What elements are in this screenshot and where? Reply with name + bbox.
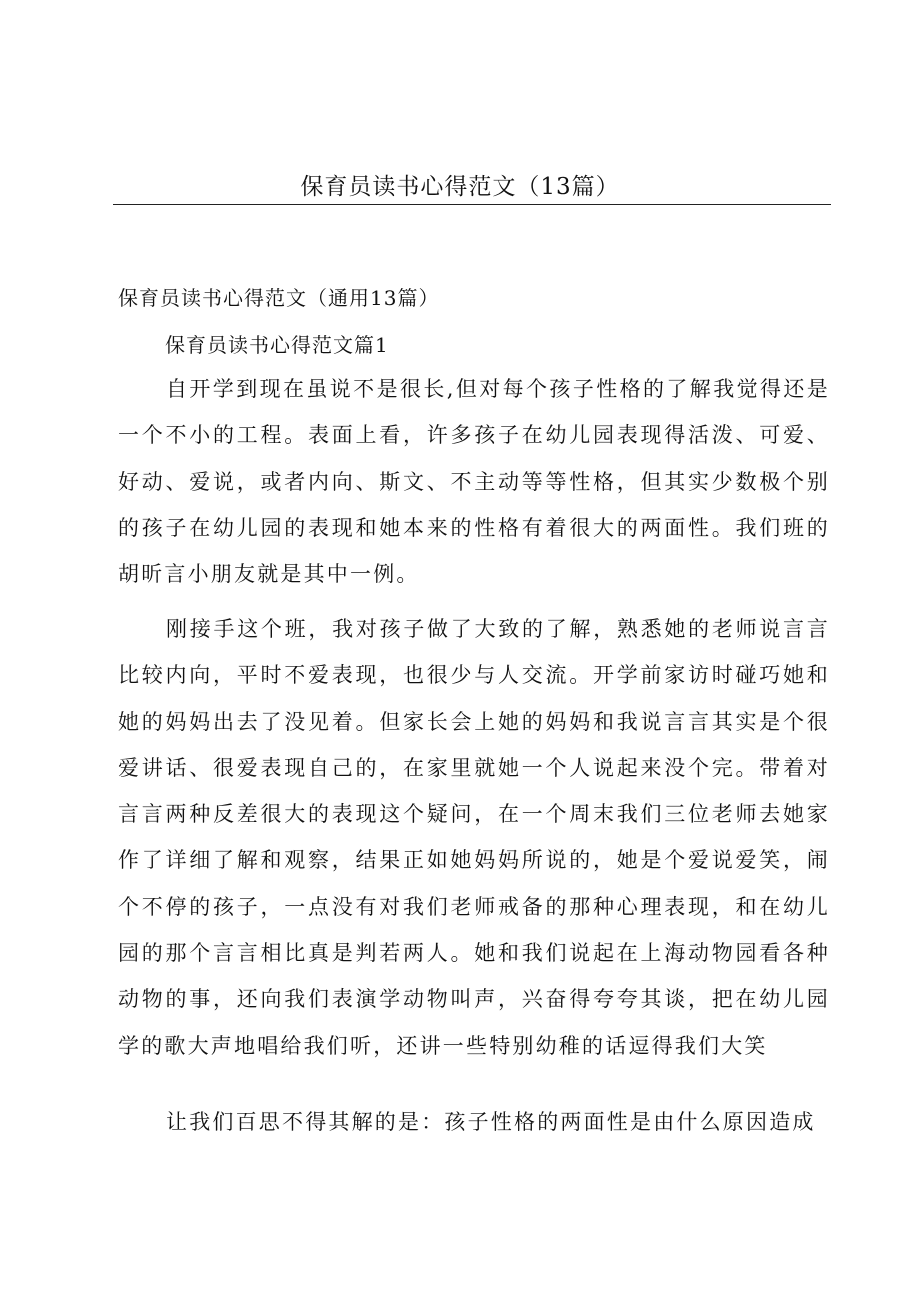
title-underline <box>113 204 831 205</box>
body-paragraph: 让我们百思不得其解的是：孩子性格的两面性是由什么原因造成 <box>166 1110 816 1134</box>
document-title: 保育员读书心得范文（13篇） <box>300 174 620 200</box>
section-heading: 保育员读书心得范文篇1 <box>165 333 389 357</box>
body-paragraph: 自开学到现在虽说不是很长,但对每个孩子性格的了解我觉得还是一个不小的工程。表面上看，许多孩子在幼儿园表现得活泼、可爱、好动、爱说，或者内向、斯文、不主动等等性格，但其实少数极个别的孩子在幼儿园的表现和她本来的性格有着很大的两面性。我们班的胡昕言小朋友就是其中一例。 <box>118 377 830 587</box>
document-subtitle: 保育员读书心得范文（通用13篇） <box>118 286 440 310</box>
body-paragraph: 刚接手这个班，我对孩子做了大致的了解，熟悉她的老师说言言比较内向，平时不爱表现，也很少与人交流。开学前家访时碰巧她和她的妈妈出去了没见着。但家长会上她的妈妈和我说言言其实是个很爱讲话、很爱表现自己的，在家里就她一个人说起来没个完。带着对言言两种反差很大的表现这个疑问，在一个周末我们三位老师去她家作了详细了解和观察，结果正如她妈妈所说的，她是个爱说爱笑，闹个不停的孩子，一点没有对我们老师戒备的那种心理表现，和在幼儿园的那个言言相比真是判若两人。她和我们说起在上海动物园看各种动物的事，还向我们表演学动物叫声，兴奋得夸夸其谈，把在幼儿园学的歌大声地唱给我们听，还讲一些特别幼稚的话逗得我们大笑 <box>118 617 830 1058</box>
